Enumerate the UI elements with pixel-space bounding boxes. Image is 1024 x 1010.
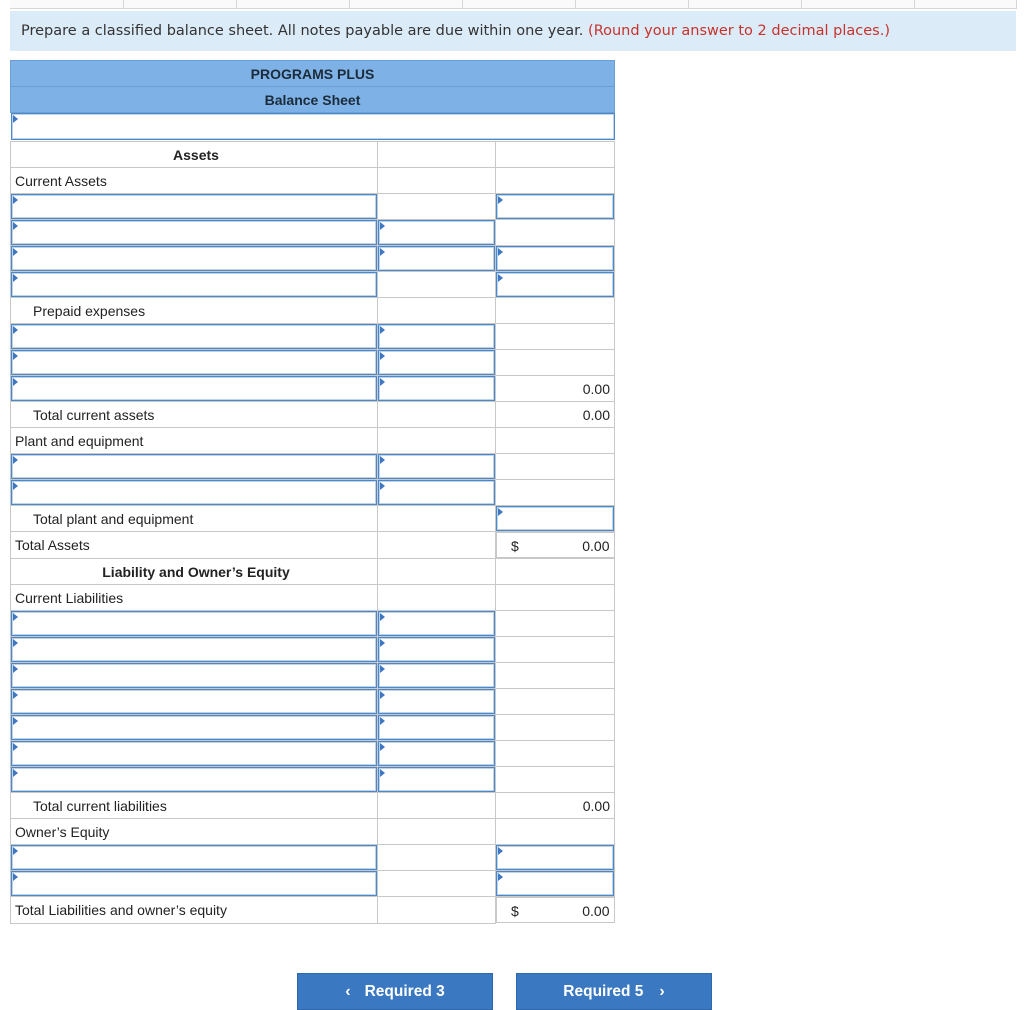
- current-asset-account-dropdown[interactable]: [11, 194, 377, 219]
- plant-account-dropdown[interactable]: [11, 480, 377, 505]
- total-liab-equity-label: Total Liabilities and owner’s equity: [11, 897, 378, 924]
- total-plant-label: Total plant and equipment: [11, 506, 378, 532]
- equity-amount-input[interactable]: [496, 871, 614, 896]
- total-assets-value-cell: [496, 532, 615, 558]
- instructions-text: Prepare a classified balance sheet. All notes payable are due within one year.: [21, 23, 584, 39]
- prepaid-amount-input[interactable]: [378, 350, 495, 375]
- current-asset-amount-input[interactable]: [496, 272, 614, 297]
- liability-amount-input[interactable]: [378, 637, 495, 662]
- total-current-liabilities-value: 0.00: [496, 793, 615, 819]
- liabilities-heading: Liability and Owner’s Equity: [11, 559, 378, 585]
- total-current-liabilities-label: Total current liabilities: [11, 793, 378, 819]
- total-liab-equity-value-cell: [496, 897, 615, 923]
- plant-amount-input[interactable]: [378, 454, 495, 479]
- prepaid-subtotal: 0.00: [496, 376, 615, 402]
- liability-amount-input[interactable]: [378, 767, 495, 792]
- company-name: PROGRAMS PLUS: [11, 61, 615, 87]
- liability-account-dropdown[interactable]: [11, 767, 377, 792]
- prev-required-button[interactable]: [297, 973, 493, 1010]
- prepaid-amount-input[interactable]: [378, 324, 495, 349]
- total-plant-input[interactable]: [496, 506, 614, 531]
- liability-amount-input[interactable]: [378, 715, 495, 740]
- top-tab-strip: [0, 0, 1024, 10]
- liability-account-dropdown[interactable]: [11, 689, 377, 714]
- equity-account-dropdown[interactable]: [11, 871, 377, 896]
- balance-sheet-table: [10, 60, 615, 924]
- assets-heading: Assets: [11, 142, 378, 168]
- currency-symbol: $: [511, 903, 519, 919]
- equity-account-dropdown[interactable]: [11, 845, 377, 870]
- current-asset-account-dropdown[interactable]: [11, 272, 377, 297]
- sheet-title: Balance Sheet: [11, 87, 615, 113]
- currency-symbol: $: [511, 538, 519, 554]
- plant-account-dropdown[interactable]: [11, 454, 377, 479]
- liability-amount-input[interactable]: [378, 689, 495, 714]
- next-required-label: Required 5: [563, 982, 644, 1000]
- prepaid-account-dropdown[interactable]: [11, 324, 377, 349]
- total-liab-equity-value: 0.00: [582, 903, 610, 919]
- plant-amount-input[interactable]: [378, 480, 495, 505]
- current-asset-account-dropdown[interactable]: [11, 246, 377, 271]
- liability-account-dropdown[interactable]: [11, 611, 377, 636]
- plant-equipment-label: Plant and equipment: [11, 428, 378, 454]
- liability-account-dropdown[interactable]: [11, 741, 377, 766]
- current-asset-amount-input[interactable]: [496, 194, 614, 219]
- current-asset-amount-input[interactable]: [378, 246, 495, 271]
- liability-amount-input[interactable]: [378, 611, 495, 636]
- chevron-right-icon: ›: [659, 982, 665, 1000]
- total-assets-label: Total Assets: [11, 532, 378, 559]
- total-assets-value: 0.00: [582, 538, 610, 554]
- chevron-left-icon: ‹: [345, 982, 351, 1000]
- rounding-note: (Round your answer to 2 decimal places.): [588, 23, 890, 39]
- total-current-assets-value: 0.00: [496, 402, 615, 428]
- next-required-button[interactable]: [516, 973, 712, 1010]
- date-dropdown[interactable]: [11, 113, 615, 140]
- liability-account-dropdown[interactable]: [11, 637, 377, 662]
- prepaid-account-dropdown[interactable]: [11, 350, 377, 375]
- liability-amount-input[interactable]: [378, 741, 495, 766]
- current-asset-amount-input[interactable]: [496, 246, 614, 271]
- current-asset-amount-input[interactable]: [378, 220, 495, 245]
- prev-required-label: Required 3: [364, 982, 445, 1000]
- prepaid-amount-input[interactable]: [378, 376, 495, 401]
- current-liabilities-label: Current Liabilities: [11, 585, 378, 611]
- liability-account-dropdown[interactable]: [11, 663, 377, 688]
- prepaid-expenses-label: Prepaid expenses: [11, 298, 378, 324]
- total-current-assets-label: Total current assets: [11, 402, 378, 428]
- prepaid-account-dropdown[interactable]: [11, 376, 377, 401]
- instructions-banner: [10, 11, 1016, 51]
- current-asset-account-dropdown[interactable]: [11, 220, 377, 245]
- current-assets-label: Current Assets: [11, 168, 378, 194]
- equity-amount-input[interactable]: [496, 845, 614, 870]
- liability-amount-input[interactable]: [378, 663, 495, 688]
- owners-equity-label: Owner’s Equity: [11, 819, 378, 845]
- liability-account-dropdown[interactable]: [11, 715, 377, 740]
